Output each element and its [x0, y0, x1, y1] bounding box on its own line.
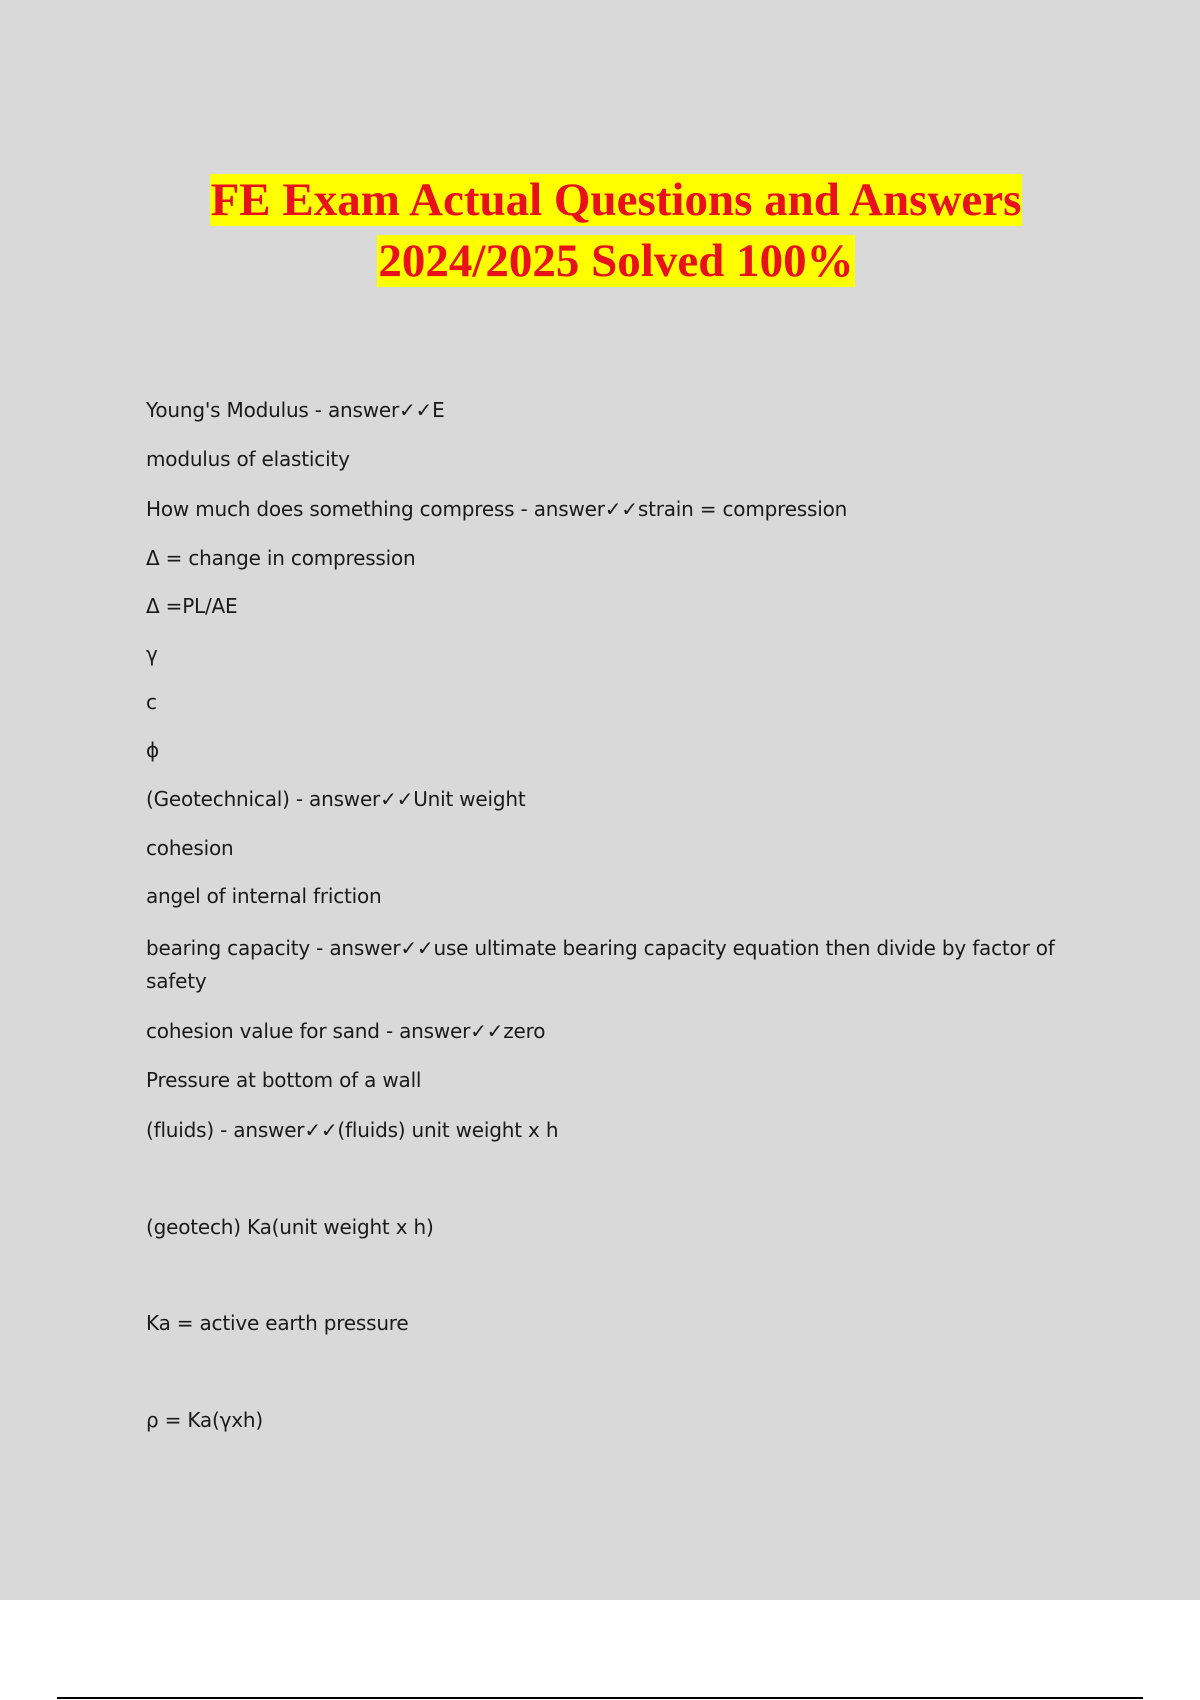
- body-line: angel of internal friction: [146, 884, 382, 908]
- body-line: Δ = change in compression: [146, 546, 416, 570]
- body-line: γ: [146, 642, 158, 666]
- body-line: modulus of elasticity: [146, 447, 350, 471]
- body-line: c: [146, 690, 157, 714]
- document-title: [0, 170, 1200, 292]
- body-line: (fluids) - answer✓✓(fluids) unit weight x h: [146, 1118, 559, 1142]
- body-line: cohesion value for sand - answer✓✓zero: [146, 1019, 546, 1043]
- title-line-1: FE Exam Actual Questions and Answers: [210, 174, 1022, 226]
- body-line: ρ = Ka(γxh): [146, 1408, 263, 1432]
- body-line: Ka = active earth pressure: [146, 1311, 409, 1335]
- title-line-2: 2024/2025 Solved 100%: [378, 235, 854, 287]
- body-line: (Geotechnical) - answer✓✓Unit weight: [146, 787, 526, 811]
- body-line: Pressure at bottom of a wall: [146, 1068, 422, 1092]
- body-line: Young's Modulus - answer✓✓E: [146, 398, 445, 422]
- body-line: bearing capacity - answer✓✓use ultimate bearing capacity equation then divide by factor of safety: [146, 936, 1055, 993]
- footer-rule: [57, 1697, 1143, 1699]
- body-line: Δ =PL/AE: [146, 594, 238, 618]
- body-line: How much does something compress - answer✓✓strain = compression: [146, 497, 848, 521]
- body-line: ϕ: [146, 738, 159, 762]
- body-line: (geotech) Ka(unit weight x h): [146, 1215, 434, 1239]
- body-line: cohesion: [146, 836, 234, 860]
